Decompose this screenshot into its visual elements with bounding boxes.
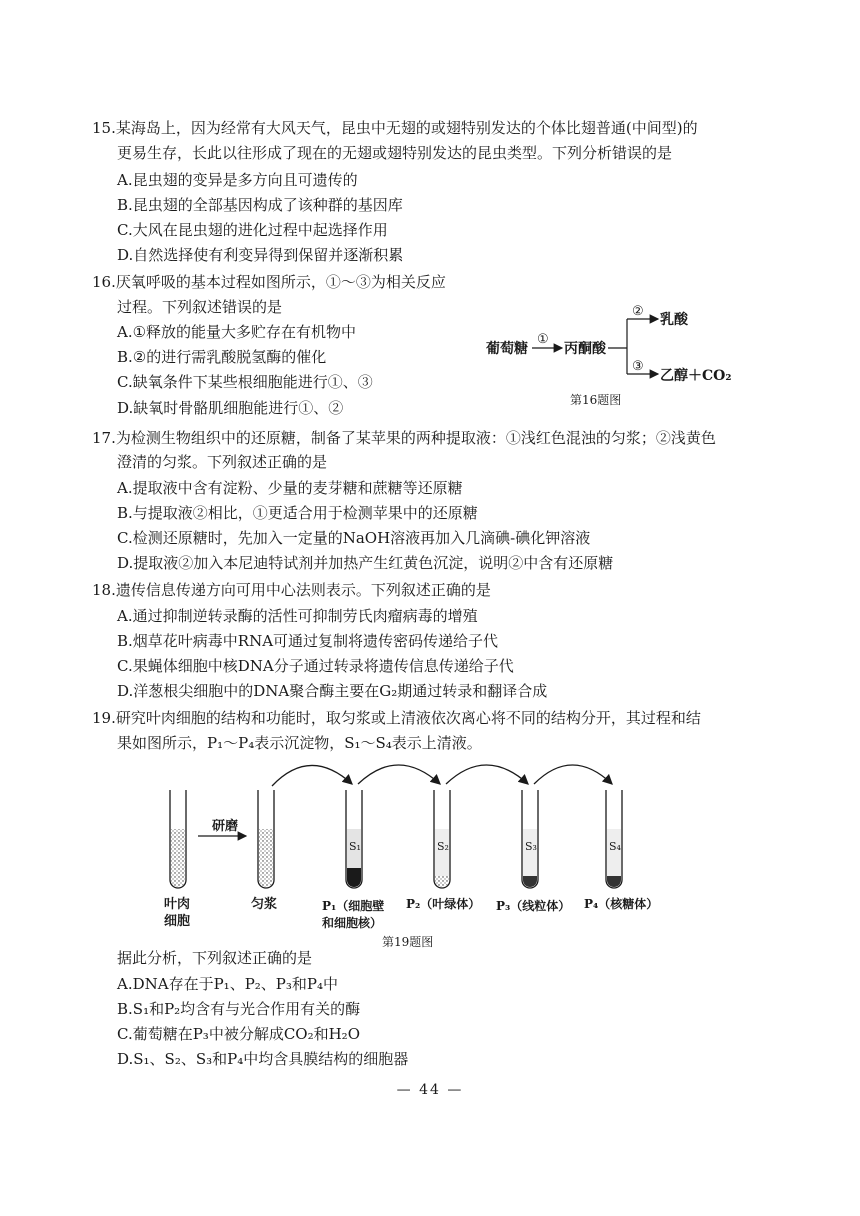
q16-option-a: A.①释放的能量大多贮存在有机物中: [117, 323, 357, 341]
q18-option-c: C.果蝇体细胞中核DNA分子通过转录将遗传信息传递给子代: [117, 657, 514, 675]
p2-label: P₂（叶绿体）: [406, 897, 481, 911]
homogenate-label: 匀浆: [251, 897, 278, 912]
q18-option-d: D.洋葱根尖细胞中的DNA聚合酶主要在G₂期通过转录和翻译合成: [117, 682, 548, 700]
transfer-arrow-2: [358, 765, 440, 784]
q17-stem-line2: 澄清的匀浆。下列叙述正确的是: [117, 453, 328, 471]
step3-label: ③: [632, 359, 644, 374]
glucose-label: 葡萄糖: [486, 341, 528, 357]
q15-option-d: D.自然选择使有利变异得到保留并逐渐积累: [117, 246, 404, 264]
figure19-caption: 第19题图: [382, 935, 434, 949]
ethanol-label: 乙醇＋CO₂: [660, 368, 732, 384]
q19-stem-line2: 果如图所示，P₁～P₄表示沉淀物，S₁～S₄表示上清液。: [117, 734, 482, 752]
q18-stem-line1: 18.遗传信息传递方向可用中心法则表示。下列叙述正确的是: [92, 581, 491, 599]
q17-option-b: B.与提取液②相比，①更适合用于检测苹果中的还原糖: [117, 504, 478, 522]
grind-label: 研磨: [212, 819, 239, 834]
p1-label-2: 和细胞核）: [322, 916, 383, 930]
figure16-caption: 第16题图: [570, 393, 622, 407]
p4-label: P₄（核糖体）: [584, 897, 659, 911]
transfer-arrow-4: [534, 765, 612, 784]
q17-option-c: C.检测还原糖时，先加入一定量的NaOH溶液再加入几滴碘-碘化钾溶液: [117, 529, 591, 547]
q16-stem-line1: 16.厌氧呼吸的基本过程如图所示，①～③为相关反应: [92, 273, 446, 291]
q18-option-b: B.烟草花叶病毒中RNA可通过复制将遗传密码传递给子代: [117, 632, 499, 650]
q15-option-b: B.昆虫翅的全部基因构成了该种群的基因库: [117, 196, 403, 214]
s3-label: S₃: [525, 840, 537, 853]
q19-stem-line1: 19.研究叶肉细胞的结构和功能时，取匀浆或上清液依次离心将不同的结构分开，其过程和结: [92, 709, 701, 727]
q17-option-a: A.提取液中含有淀粉、少量的麦芽糖和蔗糖等还原糖: [117, 479, 463, 497]
q15-stem-line2: 更易生存，长此以往形成了现在的无翅或翅特别发达的昆虫类型。下列分析错误的是: [117, 144, 673, 162]
tube-s3-p3: [522, 790, 538, 888]
q19-option-c: C.葡萄糖在P₃中被分解成CO₂和H₂O: [117, 1025, 360, 1043]
step1-label: ①: [537, 332, 549, 347]
p3-label: P₃（线粒体）: [496, 899, 571, 913]
q17-stem-line1: 17.为检测生物组织中的还原糖，制备了某苹果的两种提取液：①浅红色混浊的匀浆；②浅黄色: [92, 429, 716, 447]
q15-option-c: C.大风在昆虫翅的进化过程中起选择作用: [117, 221, 388, 239]
q19-option-a: A.DNA存在于P₁、P₂、P₃和P₄中: [117, 975, 339, 993]
q16-stem-line2: 过程。下列叙述错误的是: [117, 298, 283, 316]
q19-stem-line3: 据此分析，下列叙述正确的是: [117, 949, 313, 967]
lactate-label: 乳酸: [660, 312, 688, 328]
tube-homogenate: [258, 790, 274, 888]
step2-label: ②: [632, 304, 644, 319]
q16-option-d: D.缺氧时骨骼肌细胞能进行①、②: [117, 399, 344, 417]
page-number: — 44 —: [396, 1082, 464, 1098]
q15-stem-line1: 15.某海岛上，因为经常有大风天气，昆虫中无翅的或翅特别发达的个体比翅普通(中间型)的: [92, 119, 698, 137]
q19-option-b: B.S₁和P₂均含有与光合作用有关的酶: [117, 1000, 361, 1018]
tube-leaf-cells: [170, 790, 186, 888]
q16-option-b: B.②的进行需乳酸脱氢酶的催化: [117, 348, 327, 366]
q16-option-c: C.缺氧条件下某些根细胞能进行①、③: [117, 373, 373, 391]
leaf-cell-label-2: 细胞: [164, 914, 191, 929]
s4-label: S₄: [609, 840, 621, 853]
q15-option-a: A.昆虫翅的变异是多方向且可遗传的: [117, 171, 358, 189]
q19-diagram: [150, 752, 690, 950]
transfer-arrow-3: [446, 765, 528, 784]
q17-option-d: D.提取液②加入本尼迪特试剂并加热产生红黄色沉淀，说明②中含有还原糖: [117, 554, 614, 572]
q16-diagram: [486, 300, 746, 412]
tube-s2-p2: [434, 790, 450, 888]
pyruvate-label: 丙酮酸: [564, 341, 606, 357]
tube-s1-p1: [346, 790, 362, 888]
leaf-cell-label-1: 叶肉: [164, 897, 191, 912]
s1-label: S₁: [349, 840, 361, 853]
tube-s4-p4: [606, 790, 622, 888]
transfer-arrow-1: [272, 765, 352, 786]
s2-label: S₂: [437, 840, 449, 853]
q18-option-a: A.通过抑制逆转录酶的活性可抑制劳氏肉瘤病毒的增殖: [117, 607, 478, 625]
q19-option-d: D.S₁、S₂、S₃和P₄中均含具膜结构的细胞器: [117, 1050, 409, 1068]
p1-label-1: P₁（细胞壁: [322, 899, 385, 913]
